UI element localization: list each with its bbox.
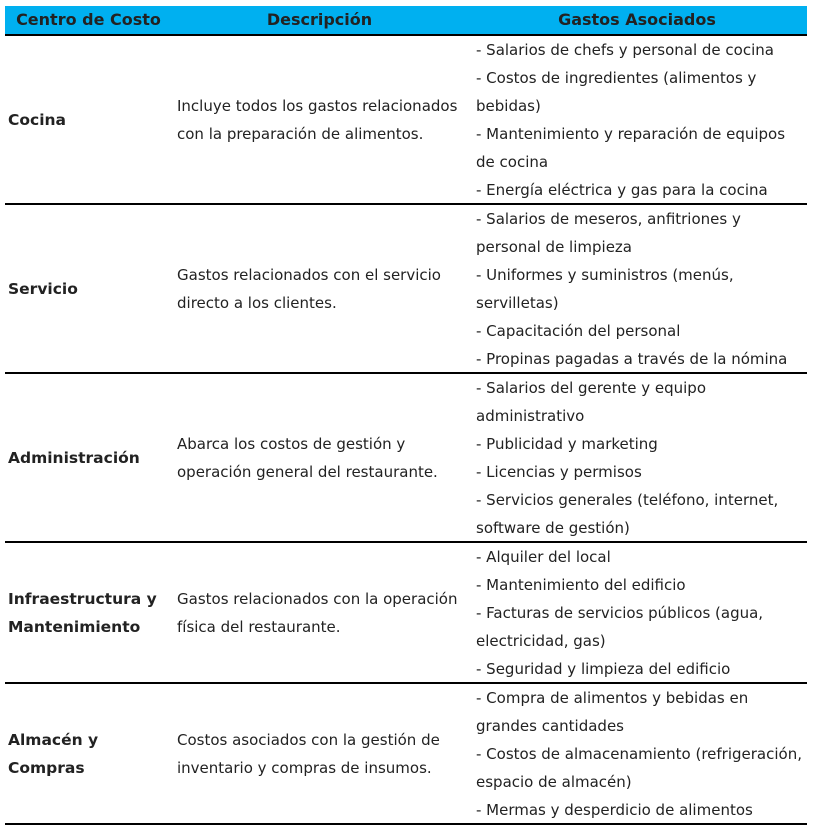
expense-item: - Compra de alimentos y bebidas en grandes cantidades — [476, 689, 749, 735]
cost-center-description: Gastos relacionados con la operación física del restaurante. — [177, 589, 458, 636]
associated-expenses — [467, 543, 807, 682]
expense-item: - Capacitación del personal — [476, 322, 681, 340]
expense-item: - Servicios generales (teléfono, internet, software de gestión) — [476, 491, 779, 537]
associated-expenses — [467, 205, 807, 372]
expense-item: - Alquiler del local — [476, 548, 611, 566]
expense-item: - Seguridad y limpieza del edificio — [476, 660, 731, 678]
table-row — [5, 543, 807, 684]
expense-item: - Costos de almacenamiento (refrigeración, espacio de almacén) — [476, 745, 802, 791]
associated-expenses — [467, 684, 807, 823]
expense-item: - Publicidad y marketing — [476, 435, 658, 453]
expense-item: - Mantenimiento y reparación de equipos de cocina — [476, 125, 786, 171]
cost-center-name: Servicio — [8, 279, 78, 298]
expense-item: - Propinas pagadas a través de la nómina — [476, 350, 788, 368]
cost-center-description: Costos asociados con la gestión de inventario y compras de insumos. — [177, 730, 440, 777]
table-row — [5, 36, 807, 205]
cost-center-description: Incluye todos los gastos relacionados con la preparación de alimentos. — [177, 96, 458, 143]
cost-center-name: Cocina — [8, 110, 67, 129]
cost-center-name: Almacén y Compras — [8, 730, 99, 777]
table-row — [5, 684, 807, 825]
cost-center-description: Abarca los costos de gestión y operación general del restaurante. — [177, 434, 438, 481]
expense-item: - Salarios de chefs y personal de cocina — [476, 41, 774, 59]
table-row — [5, 374, 807, 543]
table-row — [5, 205, 807, 374]
cost-center-name: Infraestructura y Mantenimiento — [8, 589, 157, 636]
expense-item: - Uniformes y suministros (menús, servilletas) — [476, 266, 734, 312]
header-description: Descripción — [266, 10, 373, 29]
header-cost-center: Centro de Costo — [16, 10, 161, 29]
expense-item: - Energía eléctrica y gas para la cocina — [476, 181, 768, 199]
cost-center-description: Gastos relacionados con el servicio directo a los clientes. — [177, 265, 441, 312]
associated-expenses — [467, 374, 807, 541]
associated-expenses — [467, 36, 807, 203]
table-header — [5, 6, 807, 36]
expense-item: - Costos de ingredientes (alimentos y bebidas) — [476, 69, 757, 115]
cost-center-name: Administración — [8, 448, 140, 467]
cost-center-table — [5, 6, 807, 825]
header-associated-expenses: Gastos Asociados — [558, 10, 716, 29]
expense-item: - Licencias y permisos — [476, 463, 642, 481]
expense-item: - Mantenimiento del edificio — [476, 576, 686, 594]
expense-item: - Mermas y desperdicio de alimentos — [476, 801, 753, 819]
expense-item: - Salarios del gerente y equipo administrativo — [476, 379, 707, 425]
expense-item: - Facturas de servicios públicos (agua, electricidad, gas) — [476, 604, 764, 650]
expense-item: - Salarios de meseros, anfitriones y personal de limpieza — [476, 210, 741, 256]
